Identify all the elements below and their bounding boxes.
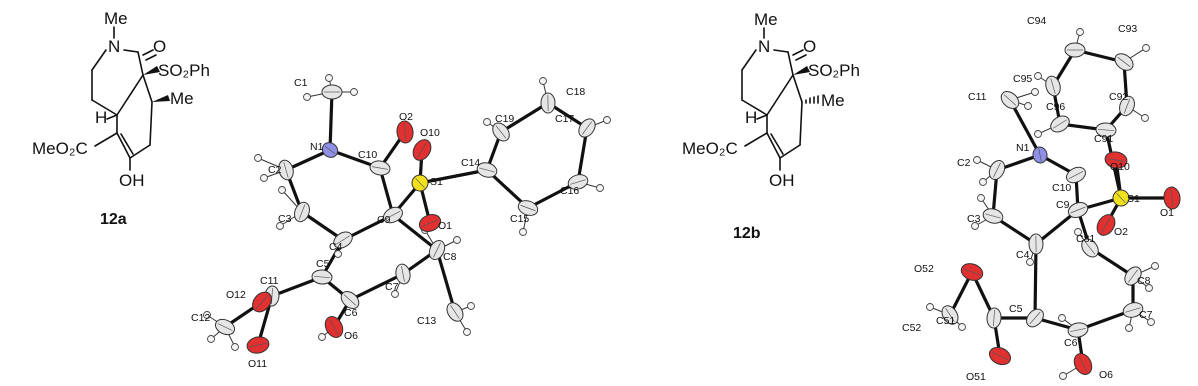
atom-label-o1: O1 <box>438 220 453 232</box>
atom-label-o12: O12 <box>226 289 246 301</box>
label-nitrogen-12b: N <box>758 37 771 56</box>
label-n-methyl-12b: Me <box>754 10 778 29</box>
structure-12a <box>32 9 210 228</box>
hydrogen-atom <box>1142 115 1149 122</box>
atom-label-c91: C91 <box>1094 133 1114 145</box>
hydrogen-atom <box>1032 89 1039 96</box>
atom-label-s1: S1 <box>430 176 443 188</box>
compound-label-12a: 12a <box>100 211 127 228</box>
structure-12b <box>682 10 860 242</box>
atom-label-o51: O51 <box>966 371 986 383</box>
atom-label-o11: O11 <box>248 358 268 370</box>
atom-label-c7: C7 <box>1139 309 1153 321</box>
atom-label-o10: O10 <box>420 127 440 139</box>
atom-label-c51: C51 <box>936 315 956 327</box>
hydrogen-atom <box>1077 29 1084 36</box>
label-ester-12a: MeO₂C <box>32 139 88 158</box>
atom-label-o2: O2 <box>1114 226 1129 238</box>
hydrogen-atom <box>279 187 286 194</box>
atom-label-c10: C10 <box>358 149 378 161</box>
hydrogen-atom <box>980 179 987 186</box>
hydrogen-atom <box>208 336 215 343</box>
atom-label-c2: C2 <box>268 164 282 176</box>
atom-label-o6: O6 <box>344 330 359 342</box>
atom-label-c52: C52 <box>902 322 922 334</box>
label-n-methyl-12a: Me <box>104 9 128 28</box>
atom-label-o1: O1 <box>1160 207 1175 219</box>
atom-label-c15: C15 <box>510 213 530 225</box>
atom-label-c16: C16 <box>560 185 580 197</box>
label-hydroxyl-12a: OH <box>119 171 145 190</box>
hydrogen-atom <box>1035 131 1042 138</box>
atom-label-o6: O6 <box>1099 369 1114 381</box>
atom-label-c4: C4 <box>329 241 343 253</box>
atom-label-o2: O2 <box>399 111 414 123</box>
atom-label-c2: C2 <box>957 157 971 169</box>
atom-label-c11: C11 <box>968 91 987 103</box>
atom-label-c1: C1 <box>294 77 308 89</box>
label-so2ph-12a: SO₂Ph <box>158 61 210 80</box>
bond-c5-c4 <box>1035 244 1036 318</box>
hydrogen-atom <box>351 89 358 96</box>
hydrogen-atom <box>468 303 475 310</box>
hydrogen-atom <box>1060 373 1067 380</box>
atom-label-n1: N1 <box>1016 142 1030 154</box>
hydrogen-atom <box>1025 103 1032 110</box>
hydrogen-atom <box>1035 73 1042 80</box>
atom-label-c6: C6 <box>1064 337 1078 349</box>
hydrogen-atom <box>974 157 981 164</box>
bond-c1-n1 <box>330 92 332 150</box>
hydrogen-atom <box>326 75 333 82</box>
atom-label-o10: O10 <box>1110 161 1130 173</box>
label-hydroxyl-12b: OH <box>769 171 795 190</box>
ortep-12a <box>191 75 611 371</box>
atom-label-c14: C14 <box>461 157 481 169</box>
methyl-hash-12b <box>806 96 818 103</box>
atom-label-c93: C93 <box>1118 23 1138 35</box>
atom-label-c12: C12 <box>191 312 211 324</box>
hydrogen-atom <box>597 185 604 192</box>
label-nitrogen-12a: N <box>108 37 121 56</box>
atom-label-c92: C92 <box>1109 91 1129 103</box>
atom-label-c4: C4 <box>1016 249 1030 261</box>
atom-label-c3: C3 <box>967 213 981 225</box>
atom-label-c10: C10 <box>1052 182 1072 194</box>
label-carbonyl-oxygen-12b: O <box>803 37 817 56</box>
hydrogen-atom <box>484 119 491 126</box>
atom-label-c81: C81 <box>1076 233 1096 245</box>
hydrogen-atom <box>927 304 934 311</box>
atom-label-c7: C7 <box>385 281 399 293</box>
hydrogen-atom <box>978 195 985 202</box>
atom-label-c17: C17 <box>555 113 575 125</box>
atom-label-o52: O52 <box>914 263 934 275</box>
ortep-12b <box>902 15 1181 383</box>
atom-label-c3: C3 <box>278 213 292 225</box>
hydrogen-atom <box>255 155 262 162</box>
atom-label-c95: C95 <box>1013 73 1033 85</box>
hydrogen-atom <box>464 329 471 336</box>
hydrogen-atom <box>1143 45 1150 52</box>
atom-label-n1: N1 <box>310 141 324 153</box>
atom-label-c9: C9 <box>377 214 391 226</box>
atom-label-c18: C18 <box>566 86 586 98</box>
label-ring-fusion-h-12b: H <box>745 108 758 127</box>
label-ester-12b: MeO₂C <box>682 139 738 158</box>
hydrogen-atom <box>1152 263 1159 270</box>
hydrogen-atom <box>540 78 547 85</box>
atom-label-c11: C11 <box>260 275 279 287</box>
atom-label-c96: C96 <box>1046 101 1066 113</box>
hydrogen-atom <box>520 229 527 236</box>
atom-label-c9: C9 <box>1056 199 1070 211</box>
hydrogen-atom <box>1059 315 1066 322</box>
atom-label-c8: C8 <box>443 251 457 263</box>
hydrogen-atom <box>232 344 239 351</box>
atom-label-c8: C8 <box>1137 275 1151 287</box>
hydrogen-atom <box>319 334 326 341</box>
hydrogen-atom <box>604 117 611 124</box>
compound-label-12b: 12b <box>733 225 761 242</box>
atom-label-c94: C94 <box>1027 15 1047 27</box>
label-ring-fusion-h-12a: H <box>95 108 108 127</box>
hydrogen-atom <box>454 237 461 244</box>
label-so2ph-12b: SO₂Ph <box>808 61 860 80</box>
atom-label-c5: C5 <box>316 258 330 270</box>
label-methyl-12b: Me <box>821 91 845 110</box>
hydrogen-atom <box>304 94 311 101</box>
atom-label-c6: C6 <box>344 307 358 319</box>
label-methyl-12a: Me <box>170 89 194 108</box>
hydrogen-atom <box>261 175 268 182</box>
atom-label-c5: C5 <box>1009 303 1023 315</box>
hydrogen-atom <box>1126 325 1133 332</box>
atom-label-s1: S1 <box>1127 193 1140 205</box>
hydrogen-atom <box>959 324 966 331</box>
label-carbonyl-oxygen-12a: O <box>153 37 167 56</box>
atom-label-c13: C13 <box>417 315 437 327</box>
methyl-wedge-12a <box>152 95 170 102</box>
atom-label-c19: C19 <box>495 113 515 125</box>
